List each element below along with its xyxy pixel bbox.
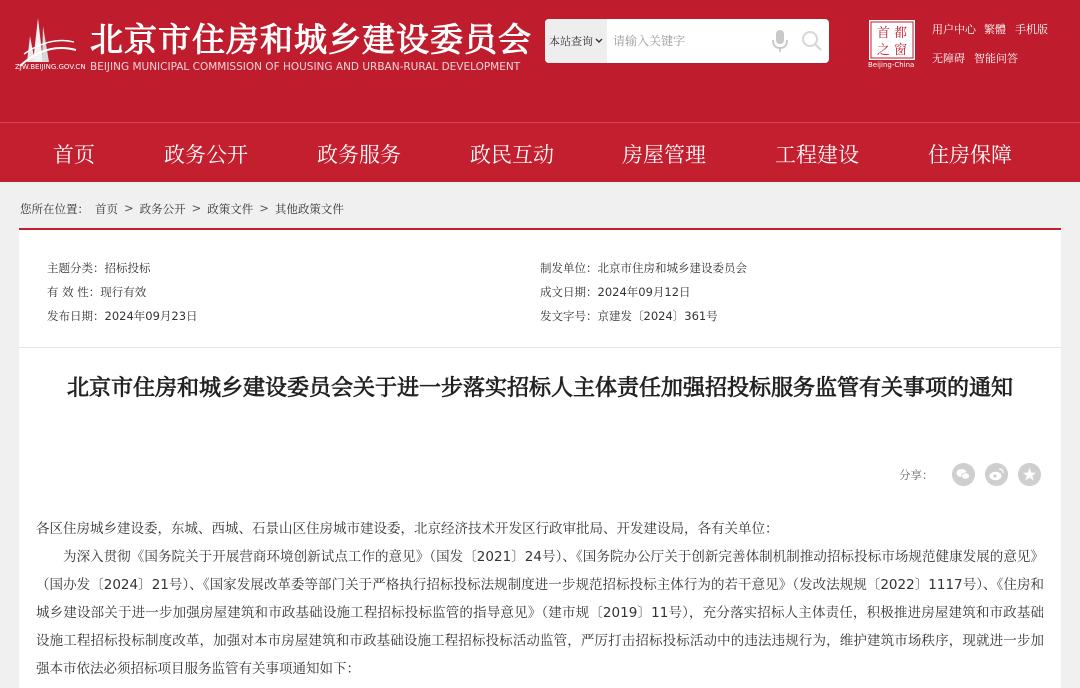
nav-item-government-affairs[interactable]: 政务公开 bbox=[164, 143, 248, 167]
document-salutation: 各区住房城乡建设委，东城、西城、石景山区住房城市建设委，北京经济技术开发区行政审批局、开发建设局，各有关单位： bbox=[36, 521, 779, 537]
meta-topic: 主题分类：招标投标 bbox=[47, 261, 151, 275]
accessibility-link[interactable]: 无障碍 bbox=[932, 52, 965, 65]
nav-item-government-services[interactable]: 政务服务 bbox=[317, 143, 401, 167]
document-body bbox=[36, 515, 1044, 683]
smart-qa-link[interactable]: 智能问答 bbox=[974, 52, 1018, 65]
breadcrumb-separator: > bbox=[191, 201, 202, 215]
meta-made-date: 成文日期：2024年09月12日 bbox=[540, 285, 691, 299]
logo-url-text: ZJW.BEIJING.GOV.CN bbox=[15, 63, 86, 71]
search-scope-select[interactable] bbox=[545, 19, 607, 63]
microphone-icon[interactable] bbox=[770, 28, 790, 54]
breadcrumb-separator: > bbox=[124, 201, 134, 215]
breadcrumb bbox=[20, 201, 344, 217]
breadcrumb-item-other-policy-docs[interactable]: 其他政策文件 bbox=[274, 202, 344, 216]
svg-text:之 窗: 之 窗 bbox=[876, 43, 908, 58]
article-panel bbox=[19, 228, 1061, 688]
traditional-chinese-link[interactable]: 繁體 bbox=[984, 23, 1006, 36]
meta-issuer: 制发单位：北京市住房和城乡建设委员会 bbox=[540, 261, 747, 275]
search-input[interactable] bbox=[613, 30, 763, 52]
document-title: 北京市住房和城乡建设委员会关于进一步落实招标人主体责任加强招投标服务监管有关事项的通知 bbox=[66, 376, 1013, 401]
share-label: 分享： bbox=[899, 468, 934, 482]
nav-item-housing-management[interactable]: 房屋管理 bbox=[622, 143, 706, 167]
breadcrumb-item-policy-docs[interactable]: 政策文件 bbox=[207, 202, 254, 216]
weibo-icon[interactable] bbox=[985, 463, 1008, 486]
capital-logo-caption: Beijing-China bbox=[868, 61, 915, 69]
nav-item-home[interactable]: 首页 bbox=[53, 143, 95, 167]
favorite-icon[interactable] bbox=[1018, 463, 1041, 486]
search-icon[interactable] bbox=[800, 29, 824, 53]
document-paragraph: 为深入贯彻《国务院关于开展营商环境创新试点工作的意见》（国发〔2021〕24号）、《国务院办公厅关于创新完善体制机制推动招标投标市场规范健康发展的意见》（国办发〔2024〕21号）、《国家发展改革委等部门关于严格执行招标投标法规制度进一步规范招标投标主体行为的若干意见》（发改法规规〔2022〕1117号）、《住房和城乡建设部关于进一步加强房屋建筑和市政基础设施工程招标投标监管的指导意见》（建市规〔2019〕11号），充分落实招标人主体责任，积极推进房屋建筑和市政基础设施工程招标投标制度改革，加强对本市房屋建筑和市政基础设施工程招标投标活动监管，严厉打击招标投标活动中的违法违规行为，维护建筑市场秩序，现就进一步加强本市依法必须招标项目服务监管有关事项通知如下： bbox=[36, 549, 1044, 677]
chevron-down-icon bbox=[595, 38, 603, 44]
mobile-version-link[interactable]: 手机版 bbox=[1015, 23, 1048, 36]
document-meta bbox=[19, 230, 1061, 348]
nav-item-engineering[interactable]: 工程建设 bbox=[775, 143, 859, 167]
site-header bbox=[0, 0, 1080, 122]
meta-validity: 有 效 性：现行有效 bbox=[47, 285, 147, 299]
meta-doc-number: 发文字号：京建发〔2024〕361号 bbox=[540, 309, 718, 323]
svg-text:首 都: 首 都 bbox=[876, 26, 908, 41]
breadcrumb-item-home[interactable]: 首页 bbox=[95, 202, 118, 216]
nav-item-public-interaction[interactable]: 政民互动 bbox=[470, 143, 554, 167]
meta-publish-date: 发布日期：2024年09月23日 bbox=[47, 309, 198, 323]
breadcrumb-label: 您所在位置： bbox=[20, 202, 89, 216]
user-center-link[interactable]: 用户中心 bbox=[932, 23, 976, 36]
site-subtitle: BEIJING MUNICIPAL COMMISSION OF HOUSING AND URBAN-RURAL DEVELOPMENT bbox=[90, 61, 521, 73]
search-scope-label: 本站查询 bbox=[549, 35, 593, 48]
nav-item-housing-security[interactable]: 住房保障 bbox=[928, 143, 1012, 167]
main-nav bbox=[0, 122, 1080, 182]
breadcrumb-item-government-affairs[interactable]: 政务公开 bbox=[139, 202, 186, 216]
breadcrumb-separator: > bbox=[259, 201, 269, 215]
wechat-icon[interactable] bbox=[952, 463, 975, 486]
site-title[interactable]: 北京市住房和城乡建设委员会 bbox=[90, 20, 532, 59]
